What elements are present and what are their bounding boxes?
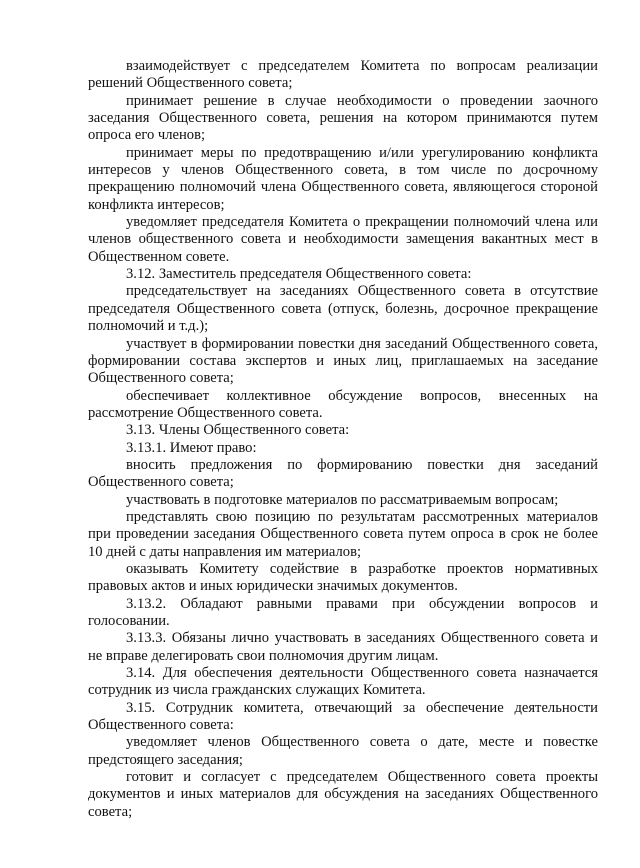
paragraph: 3.14. Для обеспечения деятельности Общественного совета назначается сотрудник из числа гражданских служащих Комитета. bbox=[88, 665, 598, 699]
paragraph: принимает решение в случае необходимости о проведении заочного заседания Общественного совета, решения на котором принимаются путем опроса его членов; bbox=[88, 92, 598, 144]
paragraph: председательствует на заседаниях Общественного совета в отсутствие председателя Общественного совета (отпуск, болезнь, досрочное прекращение полномочий и т.д.); bbox=[88, 283, 598, 335]
paragraph: участвовать в подготовке материалов по рассматриваемым вопросам; bbox=[126, 491, 559, 508]
paragraph: уведомляет членов Общественного совета о дате, месте и повестке предстоящего заседания; bbox=[88, 734, 598, 768]
paragraph: участвует в формировании повестки дня заседаний Общественного совета, формировании состава экспертов и иных лиц, приглашаемых на заседание Общественного совета; bbox=[88, 335, 598, 387]
subsection-heading: 3.13.1. Имеют право: bbox=[126, 439, 257, 456]
paragraph: взаимодействует с председателем Комитета по вопросам реализации решений Общественного совета; bbox=[88, 58, 598, 92]
paragraph: 3.13.2. Обладают равными правами при обсуждении вопросов и голосовании. bbox=[88, 595, 598, 629]
section-heading: 3.12. Заместитель председателя Общественного совета: bbox=[126, 266, 472, 283]
paragraph: представлять свою позицию по результатам рассмотренных материалов при проведении заседания Общественного совета путем опроса в срок не более 10 дней с даты направления им материалов; bbox=[88, 508, 598, 560]
paragraph: оказывать Комитету содействие в разработке проектов нормативных правовых актов и иных юридически значимых документов. bbox=[88, 560, 598, 595]
paragraph: принимает меры по предотвращению и/или урегулированию конфликта интересов у членов Общественного совета, в том числе по досрочному прекращению полномочий члена Общественного совета, являющегося стороной конфликта интересов; bbox=[88, 144, 598, 213]
paragraph: обеспечивает коллективное обсуждение вопросов, внесенных на рассмотрение Общественного совета. bbox=[88, 387, 598, 421]
paragraph: готовит и согласует с председателем Общественного совета проекты документов и иных материалов для обсуждения на заседаниях Общественного совета; bbox=[88, 769, 598, 820]
document-page bbox=[88, 58, 598, 821]
paragraph: 3.13.3. Обязаны лично участвовать в заседаниях Общественного совета и не вправе делегировать свои полномочия другим лицам. bbox=[88, 630, 598, 664]
paragraph: 3.15. Сотрудник комитета, отвечающий за обеспечение деятельности Общественного совета: bbox=[88, 699, 598, 734]
section-heading: 3.13. Члены Общественного совета: bbox=[126, 422, 350, 439]
paragraph: уведомляет председателя Комитета о прекращении полномочий члена или членов общественного совета и необходимости замещения вакантных мест в Общественном совете. bbox=[88, 214, 598, 265]
paragraph: вносить предложения по формированию повестки дня заседаний Общественного совета; bbox=[88, 456, 598, 491]
